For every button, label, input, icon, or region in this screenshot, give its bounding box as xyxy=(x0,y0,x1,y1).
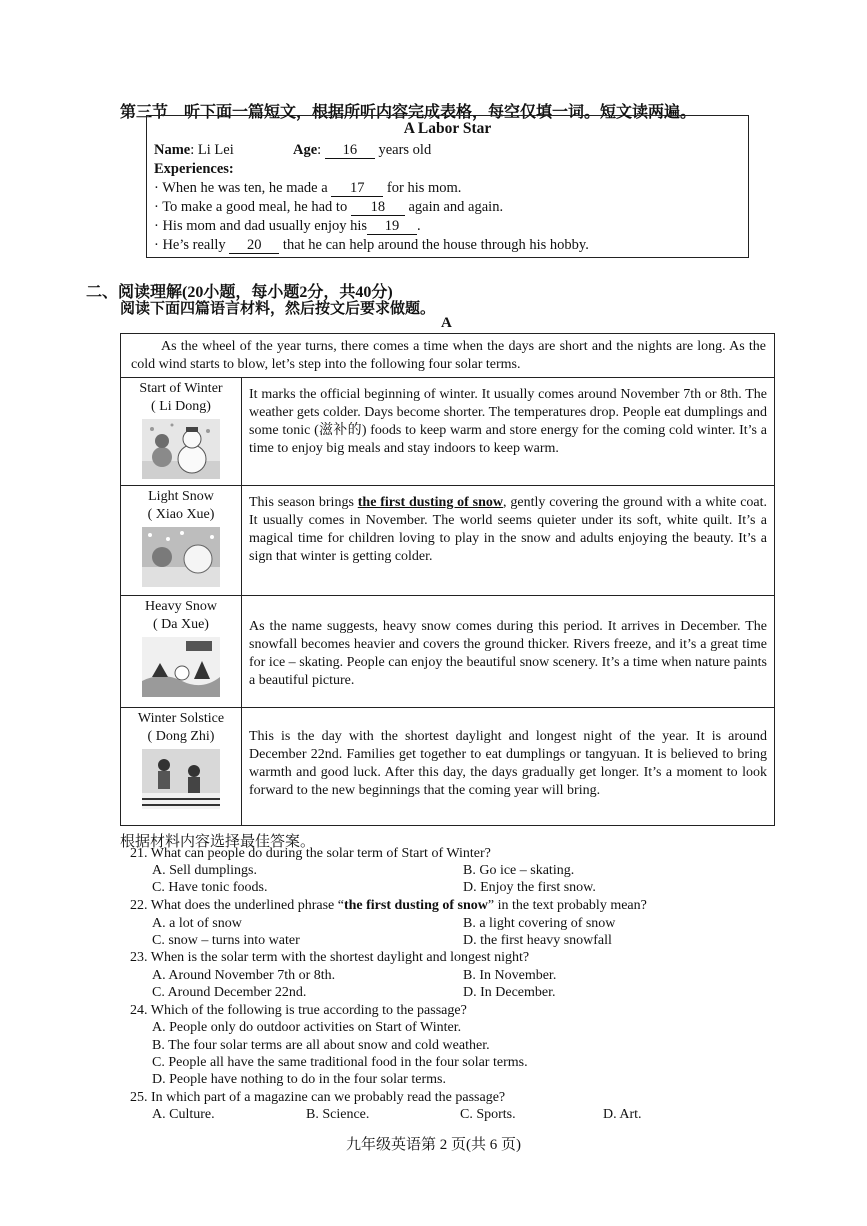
q24-option-c[interactable]: C. People all have the same traditional food in the four solar terms. xyxy=(152,1055,528,1070)
term-pinyin: ( Xiao Xue) xyxy=(147,507,215,522)
age-label: Age xyxy=(293,142,318,158)
underlined-phrase: the first dusting of snow xyxy=(357,495,504,510)
snowman-illustration-icon xyxy=(142,419,220,479)
term-cell-heavy-snow xyxy=(121,596,242,708)
term-desc-light-snow: This season brings the first dusting of snow, gently covering the ground with a white coat. It usually comes in November. The world seems quieter under its soft, white quilt. It’s a magical time for children loving to play in the snow and adults enjoying the beauty. It’s a sign that winter is getting colder. xyxy=(242,486,775,596)
blank-16: 16 xyxy=(325,143,375,159)
blank-20: 20 xyxy=(229,238,279,254)
q21-option-c[interactable]: C. Have tonic foods. xyxy=(152,880,268,895)
blank-18: 18 xyxy=(351,200,405,216)
experience-line-2: · To make a good meal, he had to 18 again and again. xyxy=(154,199,504,215)
q25-option-a[interactable]: A. Culture. xyxy=(152,1107,215,1122)
q23-stem: 23. When is the solar term with the shortest daylight and longest night? xyxy=(130,950,530,965)
light-snow-illustration-icon xyxy=(142,527,220,587)
term-name: Start of Winter xyxy=(139,381,223,396)
passage-letter: A xyxy=(441,315,452,331)
q22-option-b[interactable]: B. a light covering of snow xyxy=(463,916,616,931)
term-name: Winter Solstice xyxy=(137,711,225,726)
reading-header: 二、阅读理解(20小题，每小题2分，共40分) xyxy=(86,284,393,301)
name-age-line: Name: Li Lei Age: 16 years old xyxy=(154,142,432,158)
term-desc-winter-solstice: This is the day with the shortest daylight and longest night of the year. It is around December 22nd. Families get together to eat dumplings or tangyuan. It is believed to bring warmth and good luck. After this day, the days gradually get longer. It’s a moment to look forward to the new beginnings that the coming year will bring. xyxy=(242,708,775,826)
q21-option-b[interactable]: B. Go ice – skating. xyxy=(463,863,575,878)
winter-solstice-illustration-icon xyxy=(142,749,220,809)
table-title: A Labor Star xyxy=(403,120,492,137)
q21-option-d[interactable]: D. Enjoy the first snow. xyxy=(463,880,596,895)
labor-star-table xyxy=(146,115,749,258)
blank-19: 19 xyxy=(367,219,417,235)
q24-option-d[interactable]: D. People have nothing to do in the four solar terms. xyxy=(152,1072,446,1087)
term-pinyin: ( Li Dong) xyxy=(151,399,211,414)
q25-option-b[interactable]: B. Science. xyxy=(306,1107,370,1122)
term-pinyin: ( Dong Zhi) xyxy=(147,729,215,744)
term-pinyin: ( Da Xue) xyxy=(153,617,209,632)
name-label: Name xyxy=(154,142,191,158)
passage-intro: As the wheel of the year turns, there comes a time when the days are short and the nights are long. As the cold wind starts to blow, let’s step into the following four solar terms. xyxy=(121,334,775,378)
q23-option-d[interactable]: D. In December. xyxy=(463,985,556,1000)
q24-stem: 24. Which of the following is true according to the passage? xyxy=(130,1003,467,1018)
q21-stem: 21. What can people do during the solar term of Start of Winter? xyxy=(130,846,491,861)
q22-option-a[interactable]: A. a lot of snow xyxy=(152,916,242,931)
q22-option-d[interactable]: D. the first heavy snowfall xyxy=(463,933,612,948)
age-suffix: years old xyxy=(378,142,432,158)
experience-line-1: · When he was ten, he made a 17 for his mom. xyxy=(154,180,462,196)
solar-terms-table xyxy=(120,333,775,826)
q25-option-c[interactable]: C. Sports. xyxy=(460,1107,516,1122)
q23-option-a[interactable]: A. Around November 7th or 8th. xyxy=(152,968,336,983)
q24-option-b[interactable]: B. The four solar terms are all about snow and cold weather. xyxy=(152,1038,490,1053)
q25-stem: 25. In which part of a magazine can we probably read the passage? xyxy=(130,1090,506,1105)
reading-instruction: 阅读下面四篇语言材料，然后按文后要求做题。 xyxy=(120,301,436,317)
q25-option-d[interactable]: D. Art. xyxy=(603,1107,642,1122)
section-3-header: 第三节 听下面一篇短文，根据所听内容完成表格，每空仅填一词。短文读两遍。 xyxy=(120,104,697,121)
blank-17: 17 xyxy=(331,181,383,197)
choose-instruction: 根据材料内容选择最佳答案。 xyxy=(120,834,316,850)
q22-phrase: the first dusting of snow xyxy=(343,898,488,913)
term-cell-start-of-winter xyxy=(121,378,242,486)
term-desc-start-of-winter: It marks the official beginning of winter. It usually comes around November 7th or 8th. The weather gets colder. Days become shorter. The temperatures drop. People eat dumplings and some tonic (滋补的) foods to keep warm and store energy for the coming cold winter. It’s a time to enjoy big meals and stay indoors to keep warm. xyxy=(242,378,775,486)
q23-option-c[interactable]: C. Around December 22nd. xyxy=(152,985,307,1000)
q22-option-c[interactable]: C. snow – turns into water xyxy=(152,933,300,948)
experience-line-4: · He’s really 20 that he can help around the house through his hobby. xyxy=(154,237,589,253)
experience-line-3: · His mom and dad usually enjoy his 19 . xyxy=(154,218,421,234)
q24-option-a[interactable]: A. People only do outdoor activities on Start of Winter. xyxy=(152,1020,462,1035)
experiences-label: Experiences: xyxy=(154,161,234,177)
term-desc-heavy-snow: As the name suggests, heavy snow comes during this period. It arrives in December. The snowfall becomes heavier and covers the ground thicker. Rivers freeze, and it’s a great time for ice – skating. People can enjoy the beautiful snow scenery. It’s a time when nature paints a beautiful picture. xyxy=(242,596,775,708)
q23-option-b[interactable]: B. In November. xyxy=(463,968,557,983)
q21-option-a[interactable]: A. Sell dumplings. xyxy=(152,863,258,878)
name-value: Li Lei xyxy=(197,142,234,158)
term-cell-winter-solstice xyxy=(121,708,242,826)
q22-stem: 22. What does the underlined phrase “the first dusting of snow” in the text probably mean? xyxy=(130,898,647,913)
term-name: Light Snow xyxy=(148,489,214,504)
page-footer: 九年级英语第 2 页(共 6 页) xyxy=(346,1137,521,1153)
term-cell-light-snow xyxy=(121,486,242,596)
heavy-snow-illustration-icon xyxy=(142,637,220,697)
term-name: Heavy Snow xyxy=(145,599,217,614)
